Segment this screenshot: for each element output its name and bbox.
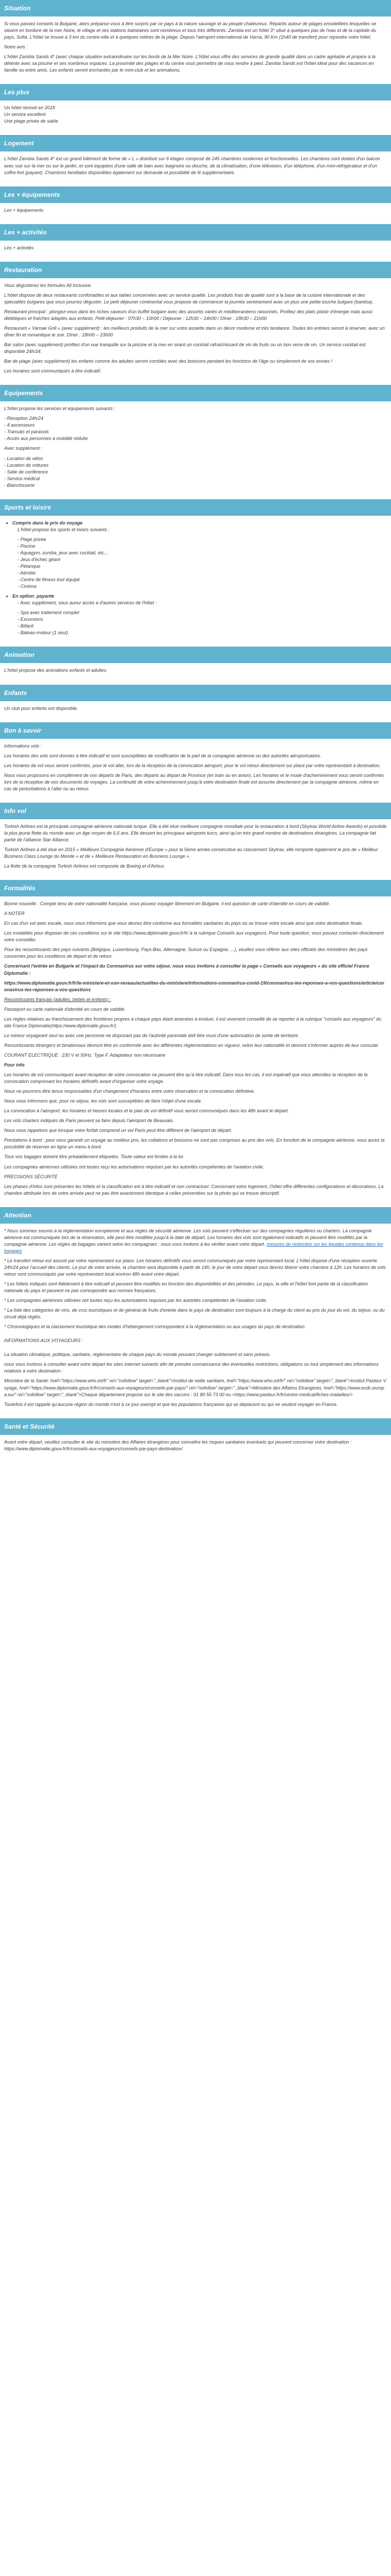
enfants-text: Un club pour enfants est disponible. — [4, 705, 78, 711]
formalites-pour-info: Pour info — [4, 1062, 25, 1067]
section-header-restauration: Restauration — [0, 262, 391, 278]
restauration-text-6: Les horaires sont communiqués à titre indicatif. — [4, 368, 102, 374]
activites-plus-block — [0, 245, 391, 262]
liquids-restriction-link[interactable]: mesures de restriction sur les liquides contenus dans les bagages — [4, 1241, 383, 1253]
sports-included-title: Compris dans le prix du voyage — [12, 520, 83, 526]
attention-text-5: * Chronologiques et la classement touristique des modes d'hébergement correspondent à la réglementation ou aux usages du pays de destination. — [4, 1324, 306, 1330]
equipements-supplement-intro: Avec supplément : — [4, 446, 42, 451]
sante-block — [0, 1439, 391, 1463]
section-header-info-vol: Info vol — [0, 803, 391, 819]
restauration-text-3: Restaurant « Varnae Grill » (avec supplément) : les meilleurs produits de la mer sur votre assiette dans un décor moderne et très tendance. Toutes les entrées seront à réserver, avec un dîner fin et romantique le soir. Dîner : 18h00 – 23h00 — [4, 325, 385, 337]
sports-included — [12, 520, 387, 590]
attention-text-3: * Les compagnies aériennes utilisées ont toutes reçu les autorisations requises par les autorités compétentes de l'aviation civile. — [4, 1298, 267, 1303]
formalites-text-14: Les horaires de vol communiqués avant réception de votre convocation ne peuvent être qu'à titre indicatif. Dans tous les cas, il est impératif que vous attendiez la réception de la convocation comprenant les horaires définitifs avant d'organiser votre voyage. — [4, 1072, 368, 1084]
list-item: - Bateau-moteur (1 seul) — [18, 630, 68, 636]
equipements-plus-block — [0, 207, 391, 224]
attention-info-voyageurs-label: INFORMATIONS AUX VOYAGEURS : — [4, 1338, 84, 1344]
formalites-text-11: Ressortissants étrangers et binationaux devront être en conformité avec les différentes réglementations en vigueur, selon leur nationalité et devront s'informer auprès de leur consulat. — [4, 1042, 379, 1048]
formalites-text-4: Les modalités pour disposer de ces conditions sur le site https://www.diplomatie.gouv.fr/fr/ à la rubrique Conseils aux voyageurs. Pour toute question, vous pouvez contacter directement votre conseiller. — [4, 930, 384, 943]
sante-text: Avant votre départ, veuillez consulter le site du ministère des Affaires étrangères pour connaître les risques sanitaires éventuels qui peuvent concerner votre destination : https://www.diplomatie.gouv.fr/fr/conseils-aux-voyageurs/conseils-par-pays-destination/ — [4, 1439, 352, 1451]
list-item: - 4 ascenseurs — [4, 422, 35, 428]
list-item: - Centre de fitness tout équipé — [18, 577, 80, 583]
section-header-enfants: Enfants — [0, 685, 391, 701]
list-item: - Réception 24h/24 — [4, 416, 44, 421]
equipements-supplement-list — [4, 455, 387, 489]
list-item: Un hôtel rénové en 2018 — [4, 105, 55, 111]
bon-a-savoir-text-1: Les horaires des vols sont donnés à titre indicatif et sont susceptibles de modification de la part de la compagnie aérienne ou des autorités aéroportuaires. — [4, 753, 321, 758]
list-item: - Plage privée — [18, 536, 46, 542]
sports-option-content — [12, 600, 387, 636]
spacer — [4, 1347, 387, 1351]
formalites-text-3: En cas d'un vol avec escale, nous vous informons que vous devrez être conforme aux formalités sanitaires du pays où se trouve votre escale ainsi que votre destination finale. — [4, 921, 363, 926]
equipements-plus-text: Les + équipements — [4, 207, 44, 213]
sports-included-intro: L'hôtel propose les sports et loisirs suivants : — [18, 527, 110, 532]
section-header-activites-plus: Les + activités — [0, 224, 391, 241]
section-header-equipements-plus: Les + équipements — [0, 187, 391, 203]
formalites-text-12: COURANT ELECTRIQUE : 230 V et 50Hz. Type F. Adaptateur non nécessaire — [4, 1052, 166, 1058]
list-item: - Location de vélos — [4, 455, 43, 461]
formalites-text-19: Nous vous rappelons que lorsque votre forfait comprend un vol Paris peut être différent de l'aéroport de départ. — [4, 1128, 232, 1133]
info-vol-block — [0, 823, 391, 880]
sports-included-list — [18, 536, 387, 590]
list-item: - Jeux d'échec géant — [18, 556, 60, 562]
logement-text: L'hôtel Zambia Sands 4* est un grand bâtiment de forme de « L » distribué sur 6 étages composé de 245 chambres modernes et fonctionnelles. Les chambres sont dotées d'un balcon avec vue sur la mer ou sur le jardin, et sont équipées d'une salle de bain avec baignoire ou douche, de la climatisation, d'une télévision, d'un téléphone, d'un mini-réfrigérateur et d'un coffre-fort (payant). Chambres familiales disponibles également sur demande et possibilité de lit supplémentaire. — [4, 156, 380, 175]
list-item: - Spa avec traitement complet — [18, 610, 79, 616]
formalites-text-15: Nous ne pourrons être tenus responsables d'un changement d'horaires entre votre réservation et la convocation définitive. — [4, 1089, 255, 1094]
equipements-list — [4, 415, 387, 442]
list-item: - Blanchisserie — [4, 482, 35, 488]
situation-notre-avis: Notre avis : — [4, 44, 28, 50]
list-item: - Aérobic — [18, 570, 36, 576]
formalites-text-7: Ressortissants français (adultes, bébés et enfants) : — [4, 996, 111, 1002]
animation-block — [0, 667, 391, 684]
sports-option-title: En option: payante — [12, 594, 54, 599]
section-header-situation: Situation — [0, 0, 391, 16]
section-header-attention: Attention — [0, 1207, 391, 1224]
attention-text-4: * La liste des catégories de vins, de crus touristiques et de général de fruits d'entrée dans le pays de destination sont toujours à la charge du client au prix du jour du vol, du séjour, ou du circuit déjà réglés. — [4, 1308, 385, 1320]
list-item: - Transats et parasols — [4, 429, 49, 435]
info-vol-text-1: Turkish Airlines est la principale compagnie aérienne nationale turque. Elle a été élue meilleure compagnie mondiale pour la restauration à bord (Skytrax World Airline Awards) et possède la plus jeune flotte du monde avec un âge moyen de 6,5 ans. Elle dessert les principaux aéroports turcs, ainsi qu'un très grand nombre de destinations étrangères. La compagnie fait partie de l'alliance Star Alliance. — [4, 823, 387, 842]
section-header-sports: Sports et loisirs — [0, 499, 391, 516]
formalites-text-1: Bonne nouvelle : Compte tenu de votre nationalité française, vous pouvez voyager librement en Bulgarie, il est question de carte d'identité en cours de validité. — [4, 901, 331, 907]
formalites-a-noter: A NOTER — [4, 911, 25, 917]
equipements-block — [0, 405, 391, 499]
restauration-text-4: Bar salon (avec supplément) profitez d'un vue tranquille sur la piscine et la mer en sirant un cocktail rafraîchissant de vin de fruits ou un bon verre de vin. Un service cocktail est disponible 24h/24. — [4, 342, 366, 354]
formalites-text-22: Les compagnies aériennes utilisées ont toutes reçu les autorisations requises par les autorités compétentes de l'aviation civile. — [4, 1164, 264, 1170]
list-item: - Aquagym, zumba, jeux avec cocktail, etc... — [18, 550, 108, 555]
section-header-formalites: Formalités — [0, 880, 391, 896]
situation-block — [0, 21, 391, 84]
section-header-logement: Logement — [0, 135, 391, 151]
bon-a-savoir-text-3: Nous vous proposons en complément de vos départs de Paris, des départs au départ de Province (en train ou en avion). Les horaires et le mode d'acheminement vous seront confirmés lors de la réception de vos documents de voyages. La continuité de votre acheminement jusqu'à votre destination finale est assurée directement par la compagnie aérienne, même en cas de perturbations à l'aller ou au retour. — [4, 772, 384, 791]
situation-avis-text: L'hôtel Zambia Sands 4* (avec chaque situation extraordinaire sur les bords de la Mer Noire. L'hôtel vous offre des services de grande qualité dans un cadre agréable et propice à la détente avec sa piscine et ses nombreux espaces. La proximité des plages et du centre vous permettra de vous rendre à pied. Zambia Sands est l'hôtel idéal pour des vacances en famille ou entre amis. Les enfants seront enchantés par le mini-club et les animations. — [4, 54, 376, 73]
restauration-block — [0, 282, 391, 385]
bon-a-savoir-label: Informations vols : — [4, 743, 42, 749]
section-header-plus: Les plus — [0, 84, 391, 100]
list-item: Un service excellent — [4, 112, 46, 117]
formalites-text-8: Passeport ou carte nationale d'identité en cours de validité. — [4, 1006, 126, 1012]
section-header-equipements: Equipements — [0, 385, 391, 401]
formalites-text-10: Le mineur voyageant seul ou avec une personne ne disposant pas de l'autorité parentale doit être muni d'une autorisation de sortie de territoire. — [4, 1032, 299, 1038]
list-item: - Billard — [18, 623, 34, 629]
list-item: - Excursions — [18, 617, 43, 622]
formalites-text-20: Prestations à bord : pour vous garantir un voyage au meilleur prix, les collations et boissons ne sont pas comprises au prix des vols. En fonction de la compagnie aérienne, vous aurez la possibilité de réserver en ligne un menu à bord. — [4, 1138, 385, 1150]
info-vol-text-3: La flotte de la compagnie Turkish Airlines est composée de Boeing et d'Airbus. — [4, 863, 166, 869]
formalites-text-18: Les vols charters indiqués de Paris peuvent se faire depuis l'aéroport de Beauvais. — [4, 1118, 174, 1124]
formalites-text-17: La convocation à l'aéroport, les horaires et heures locales et le plan de vol définitif vous seront communiqués dans les 48h avant le départ. — [4, 1108, 289, 1114]
bon-a-savoir-text-2: Les horaires de vol vous seront confirmés, pour le vol aller, lors de la réception de la convocation aéroport, pour le vol retour directement sur place par votre représentant à destination. — [4, 762, 381, 768]
sports-option-list — [18, 609, 387, 636]
list-item: - Cinéma — [18, 584, 37, 589]
sports-block — [0, 520, 391, 647]
list-item: - Accès aux personnes à mobilité réduite — [4, 436, 88, 442]
animation-text: L'hôtel propose des animations enfants et adultes. — [4, 668, 108, 673]
formalites-covid-text: Concernant l'entrée en Bulgarie et l'impact du Coronavirus sur votre séjour, nous vous invitons à consulter la page « Conseils aux voyageurs » du site officiel France Diplomatie : — [4, 963, 369, 976]
list-item: Une plage privée de sable — [4, 118, 58, 124]
attention-text-2: * Les hôtels indiqués sont fidèlement à titre indicatif et peuvent être modifiés en fonction des disponibilités et des périodes. Le pays, la ville et l'hôtel font partie de la classification nationale du pays et peuvent ne pas correspondre aux normes françaises. — [4, 1281, 368, 1294]
list-item: - Service médical — [4, 476, 40, 481]
logement-block — [0, 156, 391, 186]
equipements-intro: L'hôtel propose les services et équipements suivants : — [4, 406, 116, 412]
enfants-block — [0, 705, 391, 722]
formalites-precisions-label: PRÉCISIONS SÉCURITÉ — [4, 1174, 58, 1179]
restauration-text-1: L'hôtel dispose de deux restaurants confortables et aux tables concernées avec un service qualité. Les produits frais de qualité sont à la base de la cuisine internationale et des spécialités bulgares que vous pourrez déguster. Le petit déjeuner continental vous propose de commencer la journée sereinement avec un plus une petite touche bulgare (banitsa). — [4, 292, 374, 304]
list-item: - Piscine — [18, 543, 36, 549]
list-item: - Location de voitures — [4, 462, 49, 468]
formalites-text-5: Pour les ressortissants des pays suivants (Belgique, Luxembourg, Pays-Bas, Allemagne, Suisse ou Espagne, ...), veuillez vous référer aux sites officiels des ministères des pays concernés pour les conditions de départ et de retour. — [4, 947, 368, 959]
plus-list — [4, 105, 387, 125]
attention-text-7: La situation climatique, politique, sanitaire, réglementaire de chaque pays du monde pouvant changer subitement et sans préavis. — [4, 1352, 271, 1358]
section-header-bon-a-savoir: Bon à savoir — [0, 722, 391, 739]
formalites-text-9: Les règles relatives au franchissement des frontières propres à chaque pays étant amenées à évoluer, il est vivement conseillé de se reporter à la rubrique "conseils aux voyageurs" du site France Diplomatie(https://www.diplomatie.gouv.fr/). — [4, 1016, 382, 1028]
formalites-text-24: Les phases d'infos sont présentes les hôtels et la classification est à titre indicatif et non contractuel. Concernant votre logement, l'hôtel offre différentes configurations et décorations. La chambre attribuée lors de votre arrivée peut ne pas être exactement identique à celles présentées sur la photo qui se trouve descriptif. — [4, 1183, 384, 1196]
formalites-block — [0, 901, 391, 1207]
restauration-intro: Vous dégusterez les formules All Inclusive. — [4, 282, 92, 288]
attention-text-9[interactable]: Ministère de la Santé: href="https://www.who.int/fr" rel="nofollow" target="_blank">Institut de veille sanitaire, href="https://www.who.int/fr/" rel="nofollow" target="_blank">Institut Pasteur Voyage, href="https://www.diplomatie.gouv.fr/fr/conseils-aux-voyageurs/conseils-par-pays/" rel="nofollow" target="_blank">Ministère des Affaires Etrangères, href="https://www.ecdc.europa.eu/" rel="nofollow" target="_blank">Chaque département propose sur le site des vaccins : 01 80 55 73 00 ou <https://www.pasteur.fr/fr/centre-medical/fiches-maladies/> — [4, 1378, 386, 1397]
plus-block — [0, 105, 391, 135]
section-header-animation: Animation — [0, 647, 391, 663]
bon-a-savoir-block — [0, 743, 391, 803]
section-header-sante: Santé et Sécurité — [0, 1418, 391, 1435]
sports-included-content — [12, 527, 387, 590]
activites-plus-text: Les + activités — [4, 245, 34, 250]
sports-bullets — [12, 520, 387, 637]
restauration-text-2: Restaurant principal : plongez-vous dans les riches saveurs d'un buffet bulgare avec des assortis variés et méditerranéens raisonnés. Profitez des plats plaisir d'énergie mais aussi diététiques et fraîches adaptés aux enfants. Petit-déjeuner : 07h30 – 10h00 / Déjeuner : 12h30 – 14h00 / Dîner : 18h30 – 21h00 — [4, 309, 372, 321]
list-item: - Pétanque — [18, 564, 41, 569]
attention-text-1b: * Le transfert retour est assuré par votre représentant sur place. Les horaires définitifs vous seront communiqués par notre représentant local. L'hôtel dispose d'une réception ouverte 24h/24 pour l'accueil des clients. Le jour de votre arrivée, la chambre sera disponible à partir de 14h, le jour de votre départ vous devrez libérer votre chambre à 12h. Les horaires de vols retour sont communiqués par votre représentant local environ 48h avant votre départ. — [4, 1258, 386, 1277]
formalites-covid-link[interactable]: https://www.diplomatie.gouv.fr/fr/le-ministere-et-son-reseau/actualites-du-ministere/informations-coronavirus-covid-19/coronavirus-les-reponses-a-vos-questions/article/coronavirus-les-reponses-a-vos-questions — [4, 980, 384, 992]
list-item: - Salle de conférence — [4, 469, 48, 474]
attention-block — [0, 1228, 391, 1418]
formalites-text-16: Nous vous informons que, pour ce séjour, les vols sont susceptibles de faire l'objet d'une escale. — [4, 1098, 202, 1104]
sports-option — [12, 593, 387, 636]
restauration-text-5: Bar de plage (avec supplément) les enfants comme les adultes seront comblés avec des boissons pendant les fonctions de l'âge ou simplement de vos envies ! — [4, 359, 333, 364]
sports-option-intro: - Avec supplément, vous aurez accès à d'autres services de l'hôtel : — [18, 600, 157, 606]
info-vol-text-2: Turkish Airlines a été élue en 2015 « Meilleure Compagnie Aérienne d'Europe » pour la 5ème année consécutive au classement Skytrax, elle remporte également le prix de « Meilleur Business Class Lounge du Monde » et de « Meilleure Restauration en Business Lounge ». — [4, 847, 378, 859]
spacer — [4, 1333, 387, 1337]
attention-text-1-body: * Nous sommes soumis à la réglementation européenne et aux règles de sécurité aérienne. Les vols peuvent s'effectuer sur des compagnies régulières ou charters. La compagnie aérienne est communiquée lors de la réservation, elle peut être modifiée jusqu'à la date de départ. Les horaires des vols sont également indicatifs et peuvent être modifiés par la compagnie aérienne. Les règles de bagages varient selon les compagnies : nous vous invitons à les vérifier avant votre départ. — [4, 1228, 372, 1247]
attention-text-8: nous vous invitons à consulter avant votre départ les sites Internet suivants afin de prendre connaissance des éventuelles restrictions, obligations ou tout simplement des informations relatives à votre destination : — [4, 1362, 379, 1374]
attention-text-10: Toutefois il est rappelé qu'aucune région du monde n'est à ce jour exempt et que les populations françaises qui se déplacent ou qui ne veulent voyager en France. — [4, 1401, 338, 1407]
situation-text: Si vous passez conseils la Bulgarie, alors préparez-vous à être surpris par ce pays à la nature sauvage et au peuple chaleureux. Répartis autour de plages ensoleillées lesquelles se situent en bordure de la mer Noire, le village et ses stations balnéaires sont nombreux et tous très différents. Zambia est un hôtel 3* situé à quelques pas de l'eau et de la capitale du pays, Sofia. L'hôtel se trouve à 3 km du centre-ville et à quelques mètres de la plage. Depuis l'aéroport international de Varna, 90 Km (1h40 de transfert) pour rejoindre votre hôtel. — [4, 21, 377, 40]
formalites-text-21: Tous vos bagages doivent être préalablement étiquetés. Toute valeur est limitée à la loi. — [4, 1154, 185, 1160]
attention-text-1 — [4, 1228, 387, 1255]
